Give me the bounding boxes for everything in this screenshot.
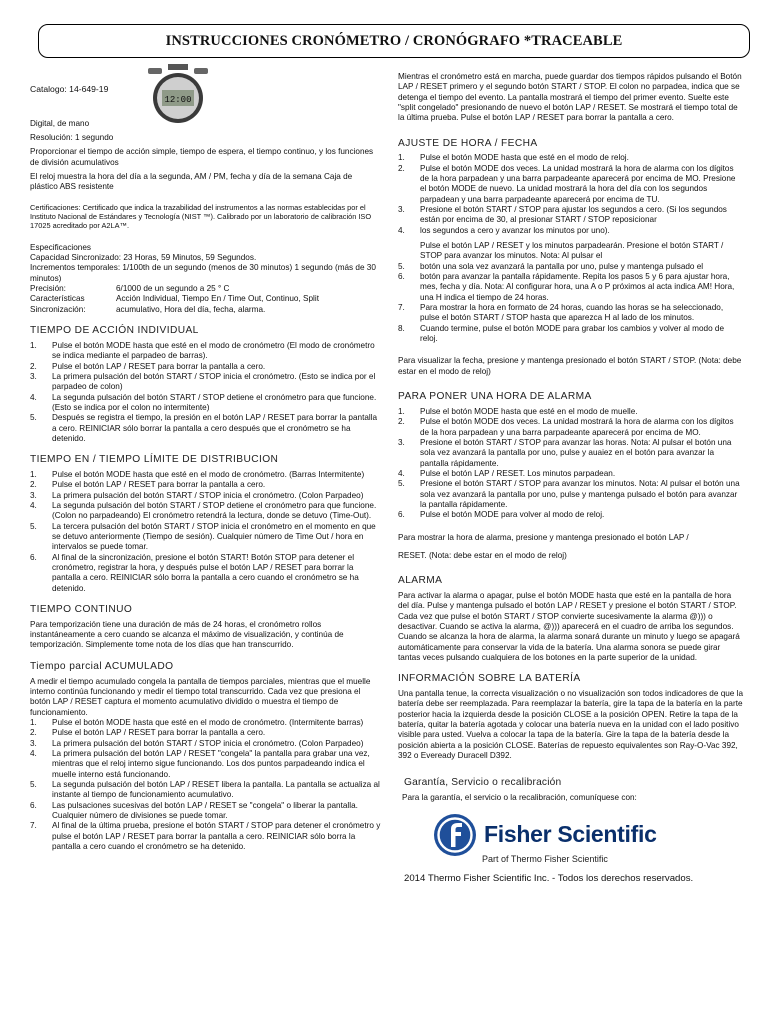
spec-row: Incrementos temporales: 1/100th de un segundo (menos de 30 minutos) 1 segundo (más de 30 minutos)	[30, 263, 376, 283]
section-heading: TIEMPO EN / TIEMPO LÍMITE DE DISTRIBUCION	[30, 454, 279, 466]
section-text: Para temporización tiene una duración de más de 24 horas, el cronómetro rollos instantáneamente a cero cuando se alcanza el máximo de visualización, y continúa de temporización. Simplemente tome nota de los días que han transcurrido.	[30, 619, 344, 650]
list-item: 7. Al final de la última prueba, presione el botón START / STOP para detener el cronómetro y pulse el botón LAP / RESET para borrar la pantalla a cero. REINICIAR sólo borra la pantalla a cero cuando el cronómetro se ha detenido.	[30, 821, 381, 851]
fisher-logo-icon	[432, 812, 478, 858]
right-column	[398, 72, 743, 885]
list-item: 2. Pulse el botón MODE dos veces. La unidad mostrará la hora de alarma con los dígitos de la hora parpadean y una barra parpadeante aparecerá por encima de MO.	[398, 417, 734, 437]
section-heading: TIEMPO DE ACCIÓN INDIVIDUAL	[30, 325, 199, 337]
list-item: 1. Pulse el botón MODE hasta que esté en el modo de cronómetro. (Barras Intermitente)	[30, 470, 365, 480]
list-item: 3. Presione el botón START / STOP para avanzar las horas. Nota: Al pulsar el botón una sola vez avanzará la pantalla por uno, pulse y auaiez en el botón para avanzar la pantalla rápidamente.	[398, 437, 732, 468]
section-heading: AJUSTE DE HORA / FECHA	[398, 137, 538, 149]
list-item: 6. Las pulsaciones sucesivas del botón LAP / RESET se "congela" o liberar la pantalla. Cualquier número de divisiones se puede tomar.	[30, 800, 358, 820]
stopwatch-image	[138, 64, 218, 124]
list-item: 8. Cuando termine, pulse el botón MODE para grabar los cambios y volver al modo de reloj.	[398, 323, 725, 344]
section-heading: PARA PONER UNA HORA DE ALARMA	[398, 391, 592, 403]
intro-line-1: Digital, de mano	[30, 118, 90, 128]
spec-row: Precisión: 6/1000 de un segundo a 25 ° C	[30, 284, 230, 294]
list-item: 5. La tercera pulsación del botón START / STOP inicia el cronómetro en el momento en que se detuvo anteriormente (Tiempo de sesión). Cualquier número de Time Out / hora en intervalos se puede tomar.	[30, 521, 376, 552]
section-text: Para la garantía, el servicio o la recalibración, comuníquese con:	[402, 793, 637, 803]
section-heading: Garantía, Servicio o recalibración	[404, 777, 562, 789]
list-s1	[30, 341, 382, 444]
section-heading: ALARMA	[398, 575, 443, 587]
list-item: 4. La primera pulsación del botón LAP / RESET "congela" la pantalla para grabar una vez, mientras que el reloj interno sigue funcionando. Los dos puntos parpadeando indica el muelle interno está funcionando.	[30, 748, 370, 779]
list-item: 5. La segunda pulsación del botón LAP / RESET libera la pantalla. La pantalla se actualiza al instante al tiempo de funcionamiento acumulativo.	[30, 779, 380, 800]
list-item: 2. Pulse el botón LAP / RESET para borrar la pantalla a cero.	[30, 361, 266, 371]
list-item: 4. los segundos a cero y avanzar los minutos por uno).	[398, 225, 610, 235]
list-item: 4. La segunda pulsación del botón START / STOP detiene el cronómetro para que funcione. (Esto se indica por el colon no intermitente)	[30, 392, 377, 412]
section-text: Una pantalla tenue, la correcta visualización o no visualización son todos indicadores de que la batería debe ser reemplazada. Para reemplazar la batería, gire la tapa de la batería en la parte posterior hacia la izquierda desde la posición CLOSE a la posición OPEN. Retire la tapa de la batería, quitar la batería agotada y colocar una batería nueva en la unidad con el lado positivo visible para usted. Vuelva a colocar la tapa de la batería. Gire la tapa de la batería desde la posición abierta a la posición CLOSE. Baterías de repuesto equivalentes son Ray-O-Vac 392, 392 o Eveready Duracell D392.	[398, 689, 743, 761]
fisher-logo	[432, 812, 743, 858]
copyright: 2014 Thermo Fisher Scientific Inc. - Todos los derechos reservados.	[404, 872, 694, 884]
section-heading: INFORMACIÓN SOBRE LA BATERÍA	[398, 673, 581, 685]
brand-name: Fisher Scientific	[484, 821, 657, 848]
list-item: 2. Pulse el botón LAP / RESET para borrar la pantalla a cero.	[30, 728, 266, 738]
list-item: 2. Pulse el botón LAP / RESET para borrar la pantalla a cero.	[30, 480, 266, 490]
list-item: 4. La segunda pulsación del botón START / STOP detiene el cronómetro para que funcione. (Colon no parpadeando) El cronómetro retendrá la lectura, donde se detuvo (Time-Out).	[30, 501, 377, 521]
section-heading: TIEMPO CONTINUO	[30, 603, 133, 615]
date-note: Para visualizar la fecha, presione y mantenga presionado el botón START / STOP. (Nota: debe estar en el modo de reloj)	[398, 356, 742, 376]
spec-row: Características Acción Individual, Tiempo En / Time Out, Continuo, Split	[30, 294, 319, 304]
spec-row: Sincronización: acumulativo, Hora del día, fecha, alarma.	[30, 304, 266, 314]
alarm-note-2: RESET. (Nota: debe estar en el modo de reloj)	[398, 550, 567, 560]
split-text: Mientras el cronómetro está en marcha, puede guardar dos tiempos rápidos pulsando el Botón LAP / RESET primero y el segundo botón START / STOP. El colon no parpadea, indica que se detenga el tiempo del evento. La pantalla mostrará el tiempo del primer evento. Suelte este "split congelado" presionando de nuevo el botón LAP / RESET. Se mostrará el tiempo total de la última prueba. Pulse el botón LAP / RESET para borrar la pantalla a cero.	[398, 72, 742, 123]
section-text: A medir el tiempo acumulado congela la pantalla de tiempos parciales, mientras que el muelle interno continúa funcionando y medir el tiempo total transcurrido. Cada vez que presiona el botón LAP / RESET captura el momento acumulativo dividido o muestra el tiempo de funcionamiento.	[30, 676, 371, 717]
list-item: 3. La primera pulsación del botón START / STOP inicia el cronómetro. (Colon Parpadeo)	[30, 490, 364, 500]
catalog-number: Catalogo: 14-649-19	[30, 84, 109, 94]
page-title: INSTRUCCIONES CRONÓMETRO / CRONÓGRAFO *TRACEABLE	[165, 32, 623, 49]
section-text: Para activar la alarma o apagar, pulse el botón MODE hasta que esté en la pantalla de hora del día. Pulse y mantenga pulsado el botón LAP / RESET y presione el botón START / STOP. Cada vez que pulse el botón START / STOP convierte sucesivamente la alarma @))) o desactivar. Cuando se activa la alarma, @))) aparecerá en el cuadro de arriba los segundos. Cuando se alcanza la hora de alarma, la alarma sonará durante un minuto y luego se apagará automáticamente para conservar la vida de la batería. Una alarma sonora se puede girar tantas veces pulsando cualquiera de los botones en la parte superior de la unidad.	[398, 591, 740, 662]
section-heading: Tiempo parcial ACUMULADO	[30, 660, 174, 672]
title-box	[38, 24, 750, 58]
list-item: 3. La primera pulsación del botón START / STOP inicia el cronómetro. (Colon Parpadeo)	[30, 738, 364, 748]
list-r1	[398, 153, 743, 344]
list-item: 5. Después se registra el tiempo, la presión en el botón LAP / RESET para borrar la pantalla a cero. REINICIAR sólo borrar la pantalla a cero después que el cronómetro se ha detenido.	[30, 413, 378, 443]
list-item: 4. Pulse el botón LAP / RESET. Los minutos parpadean.	[398, 468, 616, 478]
specs-heading: Especificaciones	[30, 242, 91, 252]
list-item: 5. botón una sola vez avanzará la pantalla por uno, pulse y mantenga pulsado el	[398, 261, 704, 271]
list-r2	[398, 407, 743, 521]
list-item: 6. Pulse el botón MODE para volver al modo de reloj.	[398, 510, 605, 520]
intro-line-4: El reloj muestra la hora del día a la segunda, AM / PM, fecha y día de la semana Caja de plástico ABS resistente	[30, 172, 353, 192]
list-item: 1. Pulse el botón MODE hasta que esté en el modo de reloj.	[398, 153, 629, 163]
list-item: 1. Pulse el botón MODE hasta que esté en el modo de cronómetro (El modo de cronómetro se indica mediante el parpadeo de barras).	[30, 340, 375, 361]
list-s2	[30, 470, 382, 594]
list-item: 2. Pulse el botón MODE dos veces. La unidad mostrará la hora de alarma con los dígitos de la hora parpadean y una barra parpadeante aparecerá por encima de MO. Presione el botón MODE de nuevo. La unidad mostrará la hora del día con los segundos parpadean y una barra parpadeante aparecerá por encima de TU.	[398, 163, 736, 204]
intro-line-3: Proporcionar el tiempo de acción simple, tiempo de espera, el tiempo continuo, y los funciones de división acumulativos	[30, 147, 374, 167]
list-item: 1. Pulse el botón MODE hasta que esté en el modo de muelle.	[398, 406, 638, 416]
list-item: 3. La primera pulsación del botón START / STOP inicia el cronómetro. (Esto se indica por el parpadeo de colon)	[30, 371, 376, 392]
intro-line-2: Resolución: 1 segundo	[30, 133, 114, 143]
watch-display: 12:00	[164, 95, 192, 105]
left-column	[30, 72, 382, 852]
list-item: 1. Pulse el botón MODE hasta que esté en el modo de cronómetro. (Intermitente barras)	[30, 717, 364, 727]
list-item: 6. Al final de la sincronización, presione el botón START! Botón STOP para detener el cronómetro, registrar la hora, y después pulse el botón LAP / RESET para borrar la pantalla a cero. REINICIAR sólo borra la pantalla a cero cuando el cronómetro se ha detenido.	[30, 552, 359, 593]
list-item: 3. Presione el botón START / STOP para ajustar los segundos a cero. (Si los segundos están por encima de 30, al presionar START / STOP reposicionar	[398, 205, 727, 225]
certification-text: Certificaciones: Certificado que indica la trazabilidad del instrumentos a las normas establecidas por el Instituto Nacional de Estándares y Tecnología (NIST ™). Calibrado por un laboratorio de calibración ISO 17025 acreditado por A2LA™.	[30, 202, 372, 231]
spec-row: Capacidad Sincronizado: 23 Horas, 59 Minutos, 59 Segundos.	[30, 253, 257, 263]
brand-sub: Part of Thermo Fisher Scientific	[482, 853, 608, 864]
list-item: 5. Presione el botón START / STOP para avanzar los minutos. Nota: Al pulsar el botón una sola vez avanzará la pantalla por uno, pulse y mantenga pulsado el botón para avanzar la pantalla rápidamente.	[398, 479, 740, 509]
alarm-note-1: Para mostrar la hora de alarma, presione y mantenga presionado el botón LAP /	[398, 532, 689, 542]
list-item: 7. Para mostrar la hora en formato de 24 horas, cuando las horas se ha seleccionado, pulse el botón START / STOP hasta que aparezca H al lado de los minutos.	[398, 303, 724, 323]
specifications	[30, 243, 382, 315]
list-item: Pulse el botón LAP / RESET y los minutos parpadearán. Presione el botón START / STOP para avanzar los minutos. Nota: Al pulsar el	[420, 241, 724, 261]
list-s4	[30, 718, 382, 852]
list-item: 6. botón para avanzar la pantalla rápidamente. Repita los pasos 5 y 6 para ajustar hora, mes, fecha y día. Nota: Al configurar hora, una A o P próximos al acta indica AM! Hora, una H indica el tiempo de 24 horas.	[398, 272, 735, 302]
